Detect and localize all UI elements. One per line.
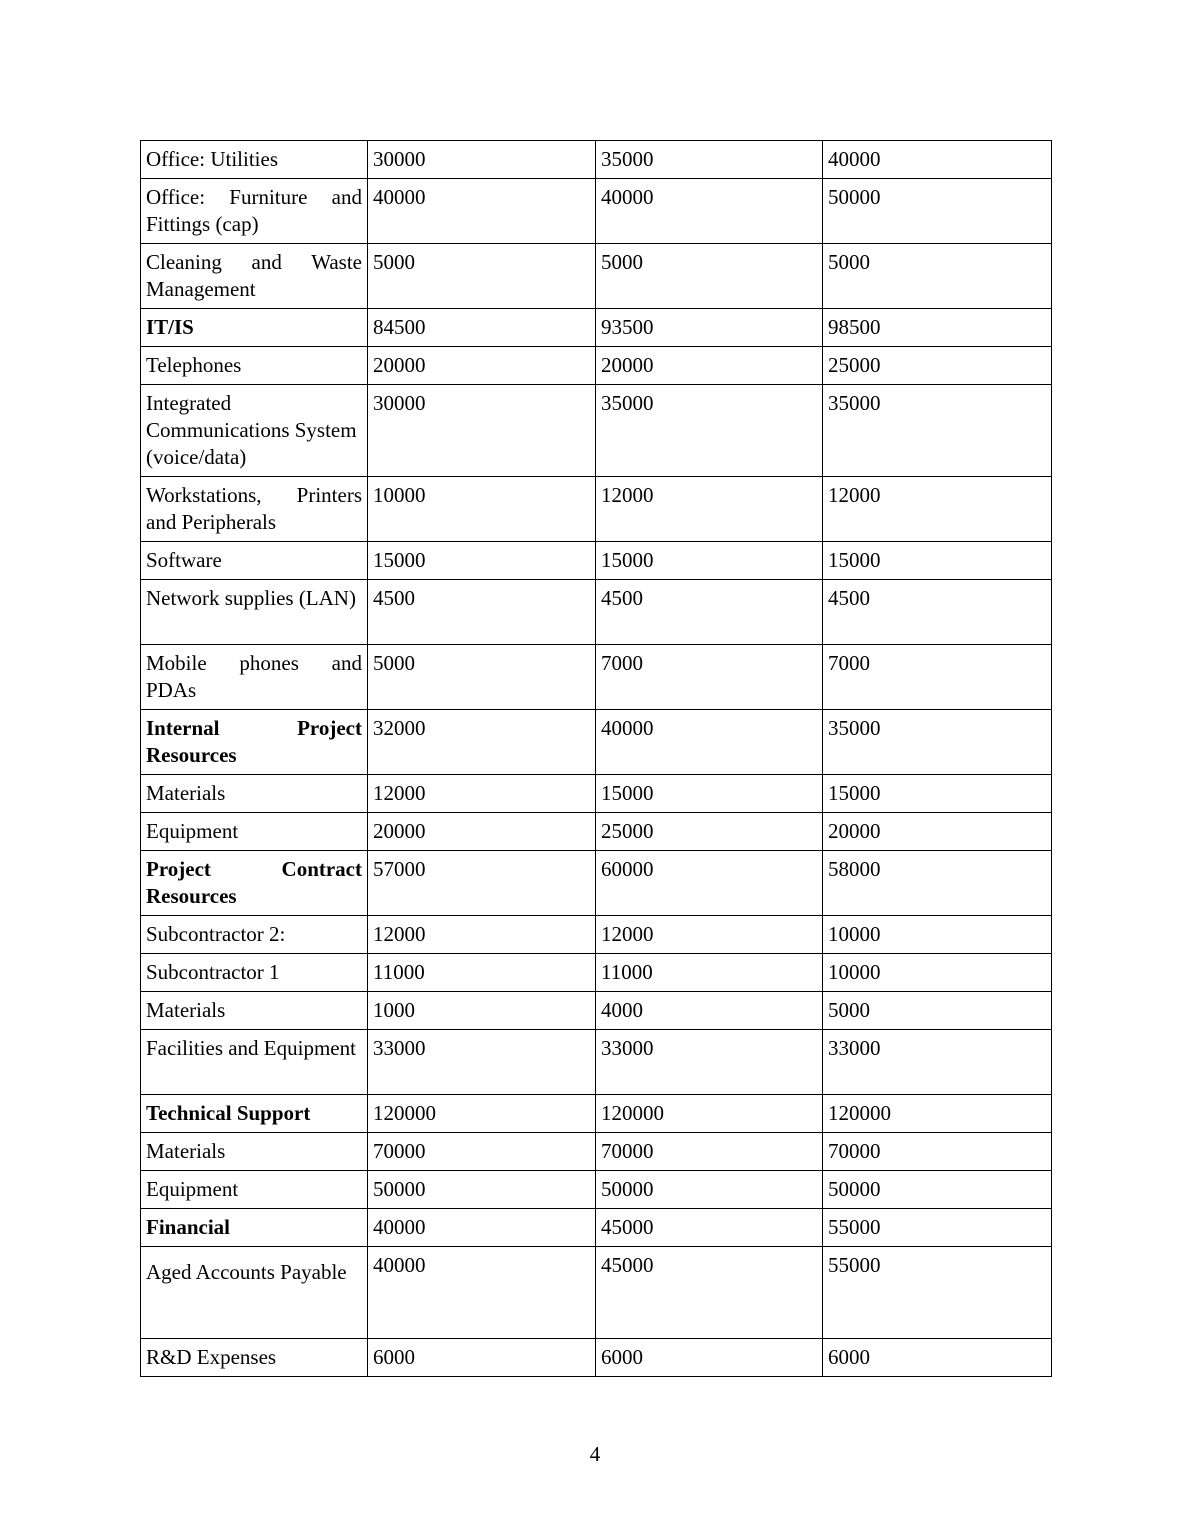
value-cell: 12000 [368, 775, 596, 813]
section-label: Internal Project Resources [141, 710, 368, 775]
value-cell: 5000 [823, 244, 1052, 309]
section-label: Project Contract Resources [141, 851, 368, 916]
table-row [141, 580, 1052, 645]
value-cell: 30000 [368, 141, 596, 179]
value-cell: 15000 [596, 775, 823, 813]
value-cell: 7000 [823, 645, 1052, 710]
row-label: Office: Furniture and Fittings (cap) [141, 179, 368, 244]
table-row [141, 141, 1052, 179]
value-cell: 93500 [596, 309, 823, 347]
table-row [141, 1171, 1052, 1209]
table-row [141, 542, 1052, 580]
value-cell: 12000 [368, 916, 596, 954]
value-cell: 15000 [823, 542, 1052, 580]
table-row [141, 1209, 1052, 1247]
value-cell: 4500 [596, 580, 823, 645]
value-cell: 5000 [368, 645, 596, 710]
row-label: Office: Utilities [141, 141, 368, 179]
value-cell: 40000 [368, 1247, 596, 1339]
value-cell: 20000 [368, 813, 596, 851]
value-cell: 40000 [823, 141, 1052, 179]
table-row [141, 645, 1052, 710]
value-cell: 40000 [596, 179, 823, 244]
value-cell: 120000 [368, 1095, 596, 1133]
row-label: Subcontractor 2: [141, 916, 368, 954]
value-cell: 1000 [368, 992, 596, 1030]
value-cell: 35000 [596, 385, 823, 477]
value-cell: 20000 [368, 347, 596, 385]
value-cell: 50000 [368, 1171, 596, 1209]
row-label: Materials [141, 992, 368, 1030]
value-cell: 12000 [596, 477, 823, 542]
value-cell: 60000 [596, 851, 823, 916]
table-row [141, 385, 1052, 477]
value-cell: 12000 [823, 477, 1052, 542]
value-cell: 120000 [823, 1095, 1052, 1133]
value-cell: 4000 [596, 992, 823, 1030]
value-cell: 5000 [596, 244, 823, 309]
row-label: Equipment [141, 813, 368, 851]
page-number: 4 [589, 1442, 601, 1466]
table-row [141, 1030, 1052, 1095]
row-label: Materials [141, 1133, 368, 1171]
table-row [141, 954, 1052, 992]
table-row [141, 1339, 1052, 1377]
value-cell: 98500 [823, 309, 1052, 347]
table-row [141, 916, 1052, 954]
row-label: Materials [141, 775, 368, 813]
table-row [141, 244, 1052, 309]
section-label: Financial [141, 1209, 368, 1247]
value-cell: 11000 [596, 954, 823, 992]
value-cell: 12000 [596, 916, 823, 954]
value-cell: 5000 [368, 244, 596, 309]
table-row [141, 179, 1052, 244]
row-label [141, 1247, 368, 1339]
value-cell: 70000 [823, 1133, 1052, 1171]
row-label: Cleaning and Waste Management [141, 244, 368, 309]
table-row [141, 775, 1052, 813]
value-cell: 84500 [368, 309, 596, 347]
table-row [141, 1095, 1052, 1133]
value-cell: 40000 [368, 1209, 596, 1247]
value-cell: 10000 [368, 477, 596, 542]
value-cell: 5000 [823, 992, 1052, 1030]
value-cell: 20000 [596, 347, 823, 385]
table-row [141, 477, 1052, 542]
table-row [141, 1133, 1052, 1171]
value-cell: 11000 [368, 954, 596, 992]
row-label: Integrated Communications System (voice/data) [141, 385, 368, 477]
value-cell: 10000 [823, 916, 1052, 954]
value-cell: 25000 [823, 347, 1052, 385]
value-cell: 15000 [368, 542, 596, 580]
value-cell: 120000 [596, 1095, 823, 1133]
value-cell: 33000 [823, 1030, 1052, 1095]
value-cell: 15000 [823, 775, 1052, 813]
table-row [141, 813, 1052, 851]
value-cell: 50000 [823, 179, 1052, 244]
value-cell: 55000 [823, 1247, 1052, 1339]
row-label: Workstations, Printers and Peripherals [141, 477, 368, 542]
table-row [141, 309, 1052, 347]
value-cell: 45000 [596, 1247, 823, 1339]
value-cell: 30000 [368, 385, 596, 477]
value-cell: 35000 [596, 141, 823, 179]
value-cell: 6000 [368, 1339, 596, 1377]
row-label: Network supplies (LAN) [141, 580, 368, 645]
row-label: R&D Expenses [141, 1339, 368, 1377]
table-row [141, 851, 1052, 916]
value-cell: 50000 [823, 1171, 1052, 1209]
table-row [141, 1247, 1052, 1339]
value-cell: 32000 [368, 710, 596, 775]
value-cell: 35000 [823, 385, 1052, 477]
value-cell: 6000 [823, 1339, 1052, 1377]
value-cell: 70000 [368, 1133, 596, 1171]
value-cell: 10000 [823, 954, 1052, 992]
row-label: Telephones [141, 347, 368, 385]
value-cell: 57000 [368, 851, 596, 916]
row-label: Equipment [141, 1171, 368, 1209]
row-label-text: Aged Accounts Payable [146, 1260, 347, 1284]
budget-table [140, 140, 1052, 1377]
value-cell: 25000 [596, 813, 823, 851]
value-cell: 4500 [368, 580, 596, 645]
value-cell: 55000 [823, 1209, 1052, 1247]
row-label: Mobile phones and PDAs [141, 645, 368, 710]
value-cell: 70000 [596, 1133, 823, 1171]
value-cell: 45000 [596, 1209, 823, 1247]
value-cell: 15000 [596, 542, 823, 580]
value-cell: 58000 [823, 851, 1052, 916]
value-cell: 40000 [368, 179, 596, 244]
row-label: Subcontractor 1 [141, 954, 368, 992]
table-row [141, 992, 1052, 1030]
value-cell: 4500 [823, 580, 1052, 645]
value-cell: 40000 [596, 710, 823, 775]
value-cell: 33000 [368, 1030, 596, 1095]
row-label: Facilities and Equipment [141, 1030, 368, 1095]
section-label: IT/IS [141, 309, 368, 347]
value-cell: 6000 [596, 1339, 823, 1377]
value-cell: 35000 [823, 710, 1052, 775]
value-cell: 33000 [596, 1030, 823, 1095]
section-label: Technical Support [141, 1095, 368, 1133]
value-cell: 7000 [596, 645, 823, 710]
value-cell: 20000 [823, 813, 1052, 851]
table-row [141, 710, 1052, 775]
value-cell: 50000 [596, 1171, 823, 1209]
table-row [141, 347, 1052, 385]
row-label: Software [141, 542, 368, 580]
